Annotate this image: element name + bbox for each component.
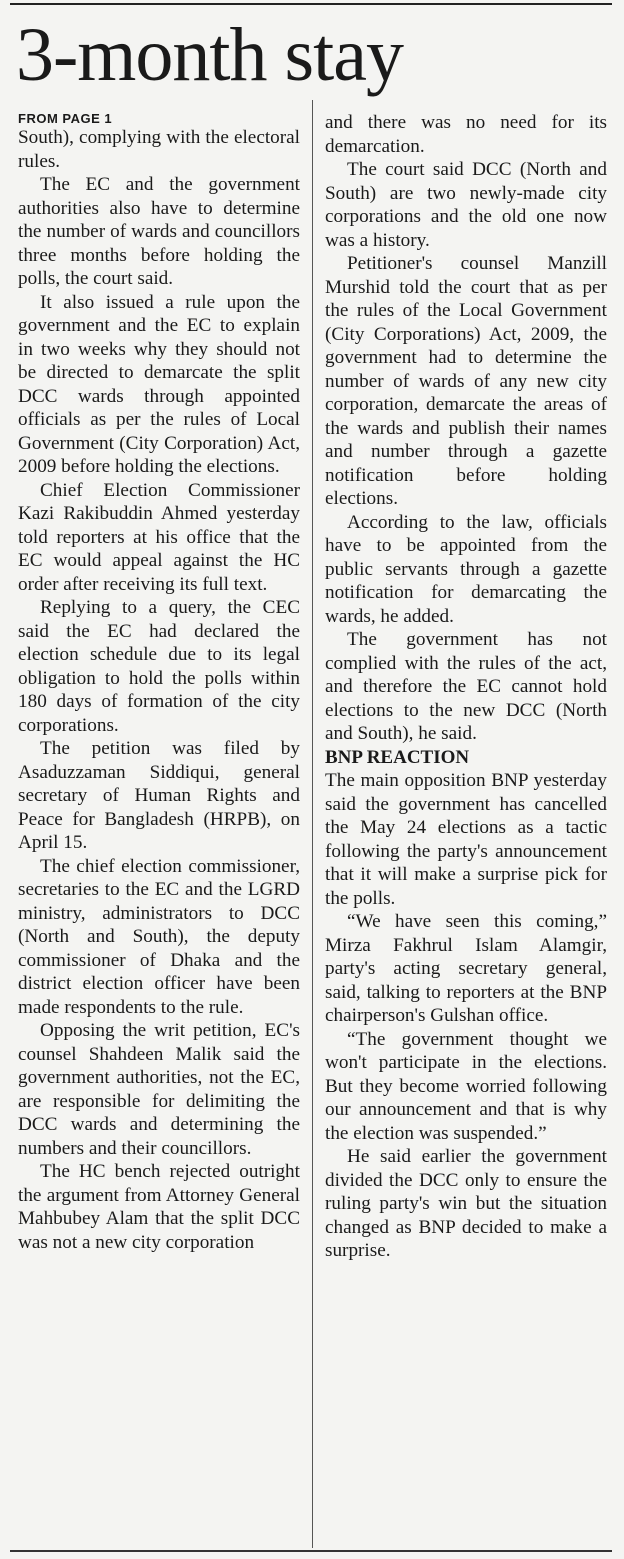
left-column bbox=[18, 111, 300, 1254]
paragraph: The government has not complied with the rules of the act, and therefore the EC cannot hold elections to the new DCC (North and South), he said. bbox=[325, 629, 607, 744]
paragraph: The chief election commissioner, secretaries to the EC and the LGRD ministry, administrators to DCC (North and South), the deputy commissioner of Dhaka and the district election officer have been made respondents to the rule. bbox=[18, 855, 300, 1018]
paragraph: He said earlier the government divided the DCC only to ensure the ruling party's win but the situation changed as BNP decided to make a surprise. bbox=[325, 1146, 607, 1261]
kicker: FROM PAGE 1 bbox=[18, 111, 113, 126]
headline: 3-month stay bbox=[16, 13, 403, 97]
paragraph: The petition was filed by Asaduzzaman Siddiqui, general secretary of Human Rights and Peace for Bangladesh (HRPB), on April 15. bbox=[18, 738, 300, 853]
paragraph: “We have seen this coming,” Mirza Fakhrul Islam Alamgir, party's acting secretary general, said, talking to reporters at the BNP chairperson's Gulshan office. bbox=[325, 911, 607, 1026]
paragraph: The EC and the government authorities also have to determine the number of wards and councillors three months before holding the polls, the court said. bbox=[18, 174, 300, 289]
paragraph: Chief Election Commissioner Kazi Rakibuddin Ahmed yesterday told reporters at his office that the EC would appeal against the HC order after receiving its full text. bbox=[18, 479, 300, 595]
paragraph: South), complying with the electoral rules. bbox=[18, 127, 300, 172]
paragraph: According to the law, officials have to be appointed from the public servants through a gazette notification for demarcating the wards, he added. bbox=[325, 511, 607, 627]
paragraph: Replying to a query, the CEC said the EC had declared the election schedule due to its legal obligation to hold the polls within 180 days of formation of the city corporations. bbox=[18, 597, 300, 736]
paragraph: and there was no need for its demarcation. bbox=[325, 112, 607, 157]
paragraph: It also issued a rule upon the government and the EC to explain in two weeks why they should not be directed to demarcate the split DCC wards through appointed officials as per the rules of Local Government (City Corporation) Act, 2009 before holding the elections. bbox=[18, 291, 300, 477]
paragraph: Petitioner's counsel Manzill Murshid told the court that as per the rules of the Local Government (City Corporations) Act, 2009, the government had to determine the number of wards of any new city corporation, demarcate the areas of the wards and publish their names and number through a gazette notification before holding elections. bbox=[325, 253, 607, 509]
right-column bbox=[325, 111, 607, 1263]
paragraph: The court said DCC (North and South) are two newly-made city corporations and the old one now was a history. bbox=[325, 159, 607, 251]
column-divider bbox=[312, 100, 313, 1548]
paragraph: The main opposition BNP yesterday said the government has cancelled the May 24 elections as a tactic following the party's announcement that it will make a surprise pick for the polls. bbox=[325, 770, 607, 909]
bottom-rule bbox=[10, 1550, 612, 1552]
paragraph: The HC bench rejected outright the argument from Attorney General Mahbubey Alam that the split DCC was not a new city corporation bbox=[18, 1161, 300, 1253]
paragraph: Opposing the writ petition, EC's counsel Shahdeen Malik said the government authorities, not the EC, are responsible for delimiting the DCC wards and determining the numbers and their councillors. bbox=[18, 1020, 300, 1159]
paragraph: “The government thought we won't participate in the elections. But they become worried following our announcement and that is why the election was suspended.” bbox=[325, 1028, 607, 1144]
subhead: BNP REACTION bbox=[325, 746, 470, 768]
top-rule bbox=[10, 3, 612, 5]
